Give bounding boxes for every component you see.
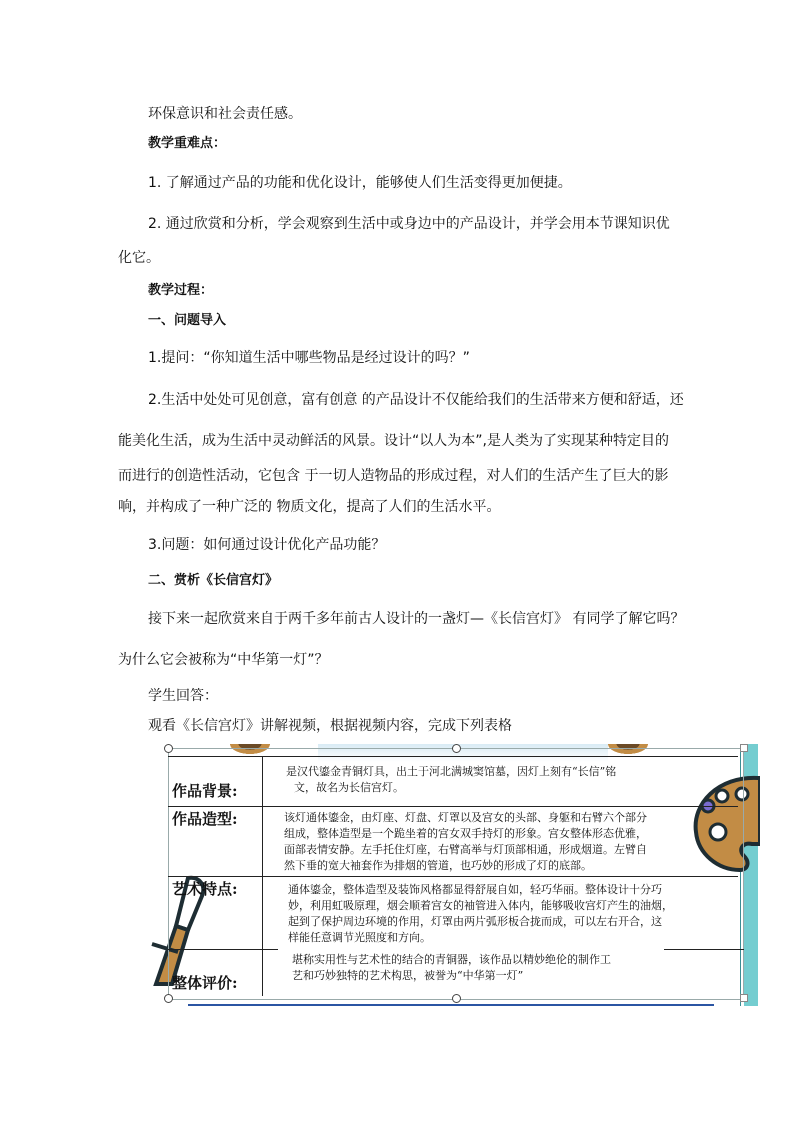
heading-section-2: 二、赏析《长信宫灯》 xyxy=(148,573,279,588)
cell-line: 该灯通体鎏金，由灯座、灯盘、灯罩以及宫女的头部、身躯和右臂六个部分 xyxy=(284,811,647,824)
text-line-15: 接下来一起欣赏来自于两千多年前古人设计的一盏灯—《长信宫灯》 有同学了解它吗？ xyxy=(148,611,685,627)
cell-line: 堪称实用性与艺术性的结合的青铜器，该作品以精妙绝伦的制作工 xyxy=(292,953,611,966)
table-rule xyxy=(168,756,738,757)
resize-handle-bottom-right[interactable] xyxy=(740,994,748,1002)
cell-line: 是汉代鎏金青铜灯具，出土于河北满城窦馆墓，因灯上刻有“长信”铭 xyxy=(286,765,617,778)
cell-line: 妙，利用虹吸原理，烟会顺着宫女的袖管进入体内，能够吸收宫灯产生的油烟， xyxy=(288,899,673,912)
cell-line: 文，故名为长信宫灯。 xyxy=(294,781,404,794)
table-column-divider xyxy=(262,756,263,996)
artwork-analysis-table xyxy=(168,756,728,1002)
text-line-1: 环保意识和社会责任感。 xyxy=(148,106,302,122)
table-rule xyxy=(168,806,738,807)
cell-line: 样能任意调节光照度和方向。 xyxy=(288,931,431,944)
row-text-background xyxy=(286,764,616,796)
row-text-features xyxy=(288,882,673,946)
cell-line: 组成，整体造型是一个跪坐着的宫女双手持灯的形象。宫女整体形态优雅， xyxy=(284,827,647,840)
text-line-13: 3.问题：如何通过设计优化产品功能？ xyxy=(148,537,386,553)
row-text-shape xyxy=(284,810,647,874)
text-line-4: 2. 通过欣赏和分析，学会观察到生活中或身边中的产品设计，并学会用本节课知识优 xyxy=(148,216,670,232)
cell-line: 艺和巧妙独特的艺术构思，被誉为“中华第一灯” xyxy=(292,969,524,982)
text-line-12: 响，并构成了一种广泛的 物质文化，提高了人们的生活水平。 xyxy=(118,499,501,515)
resize-handle-top-right[interactable] xyxy=(740,744,748,752)
row-label-evaluation: 整体评价: xyxy=(172,974,238,992)
text-line-9: 2.生活中处处可见创意，富有创意 的产品设计不仅能给我们的生活带来方便和舒适，还 xyxy=(148,392,684,408)
resize-handle-top-center[interactable] xyxy=(452,744,461,753)
decorative-underline xyxy=(188,1004,714,1006)
heading-key-points: 教学重难点： xyxy=(148,136,227,151)
text-line-16: 为什么它会被称为“中华第一灯”？ xyxy=(118,652,329,668)
cell-line: 通体鎏金，整体造型及装饰风格都显得舒展自如，轻巧华丽。整体设计十分巧 xyxy=(288,883,662,896)
row-label-features: 艺术特点: xyxy=(172,880,238,898)
cell-line: 然下垂的宽大袖套作为排烟的管道，也巧妙的形成了灯的底部。 xyxy=(284,859,592,872)
heading-process: 教学过程： xyxy=(148,283,214,298)
row-label-shape: 作品造型: xyxy=(172,810,238,828)
table-rule xyxy=(664,949,744,950)
worksheet-image[interactable] xyxy=(148,744,760,1006)
text-line-3: 1. 了解通过产品的功能和优化设计，能够使人们生活变得更加便捷。 xyxy=(148,175,572,191)
heading-section-1: 一、问题导入 xyxy=(148,313,227,328)
text-line-18: 观看《长信宫灯》讲解视频，根据视频内容，完成下列表格 xyxy=(148,718,512,734)
text-line-10: 能美化生活，成为生活中灵动鲜活的风景。设计“以人为本”,是人类为了实现某种特定目的 xyxy=(118,433,669,449)
text-line-8: 1.提问：“你知道生活中哪些物品是经过设计的吗？” xyxy=(148,350,470,366)
table-rule xyxy=(168,876,738,877)
cell-line: 面部表情安静。左手托住灯座，右臂高举与灯顶部相通，形成烟道。左臂自 xyxy=(284,843,647,856)
cell-line: 起到了保护周边环境的作用，灯罩由两片弧形板合拢而成，可以左右开合，这 xyxy=(288,915,662,928)
resize-handle-top-left[interactable] xyxy=(164,744,173,753)
row-label-background: 作品背景: xyxy=(172,782,238,800)
text-line-5: 化它。 xyxy=(118,250,160,266)
text-line-17: 学生回答： xyxy=(148,688,218,704)
row-text-evaluation xyxy=(292,952,611,984)
text-line-11: 而进行的创造性活动，它包含 于一切人造物品的形成过程，对人们的生活产生了巨大的影 xyxy=(118,468,669,484)
